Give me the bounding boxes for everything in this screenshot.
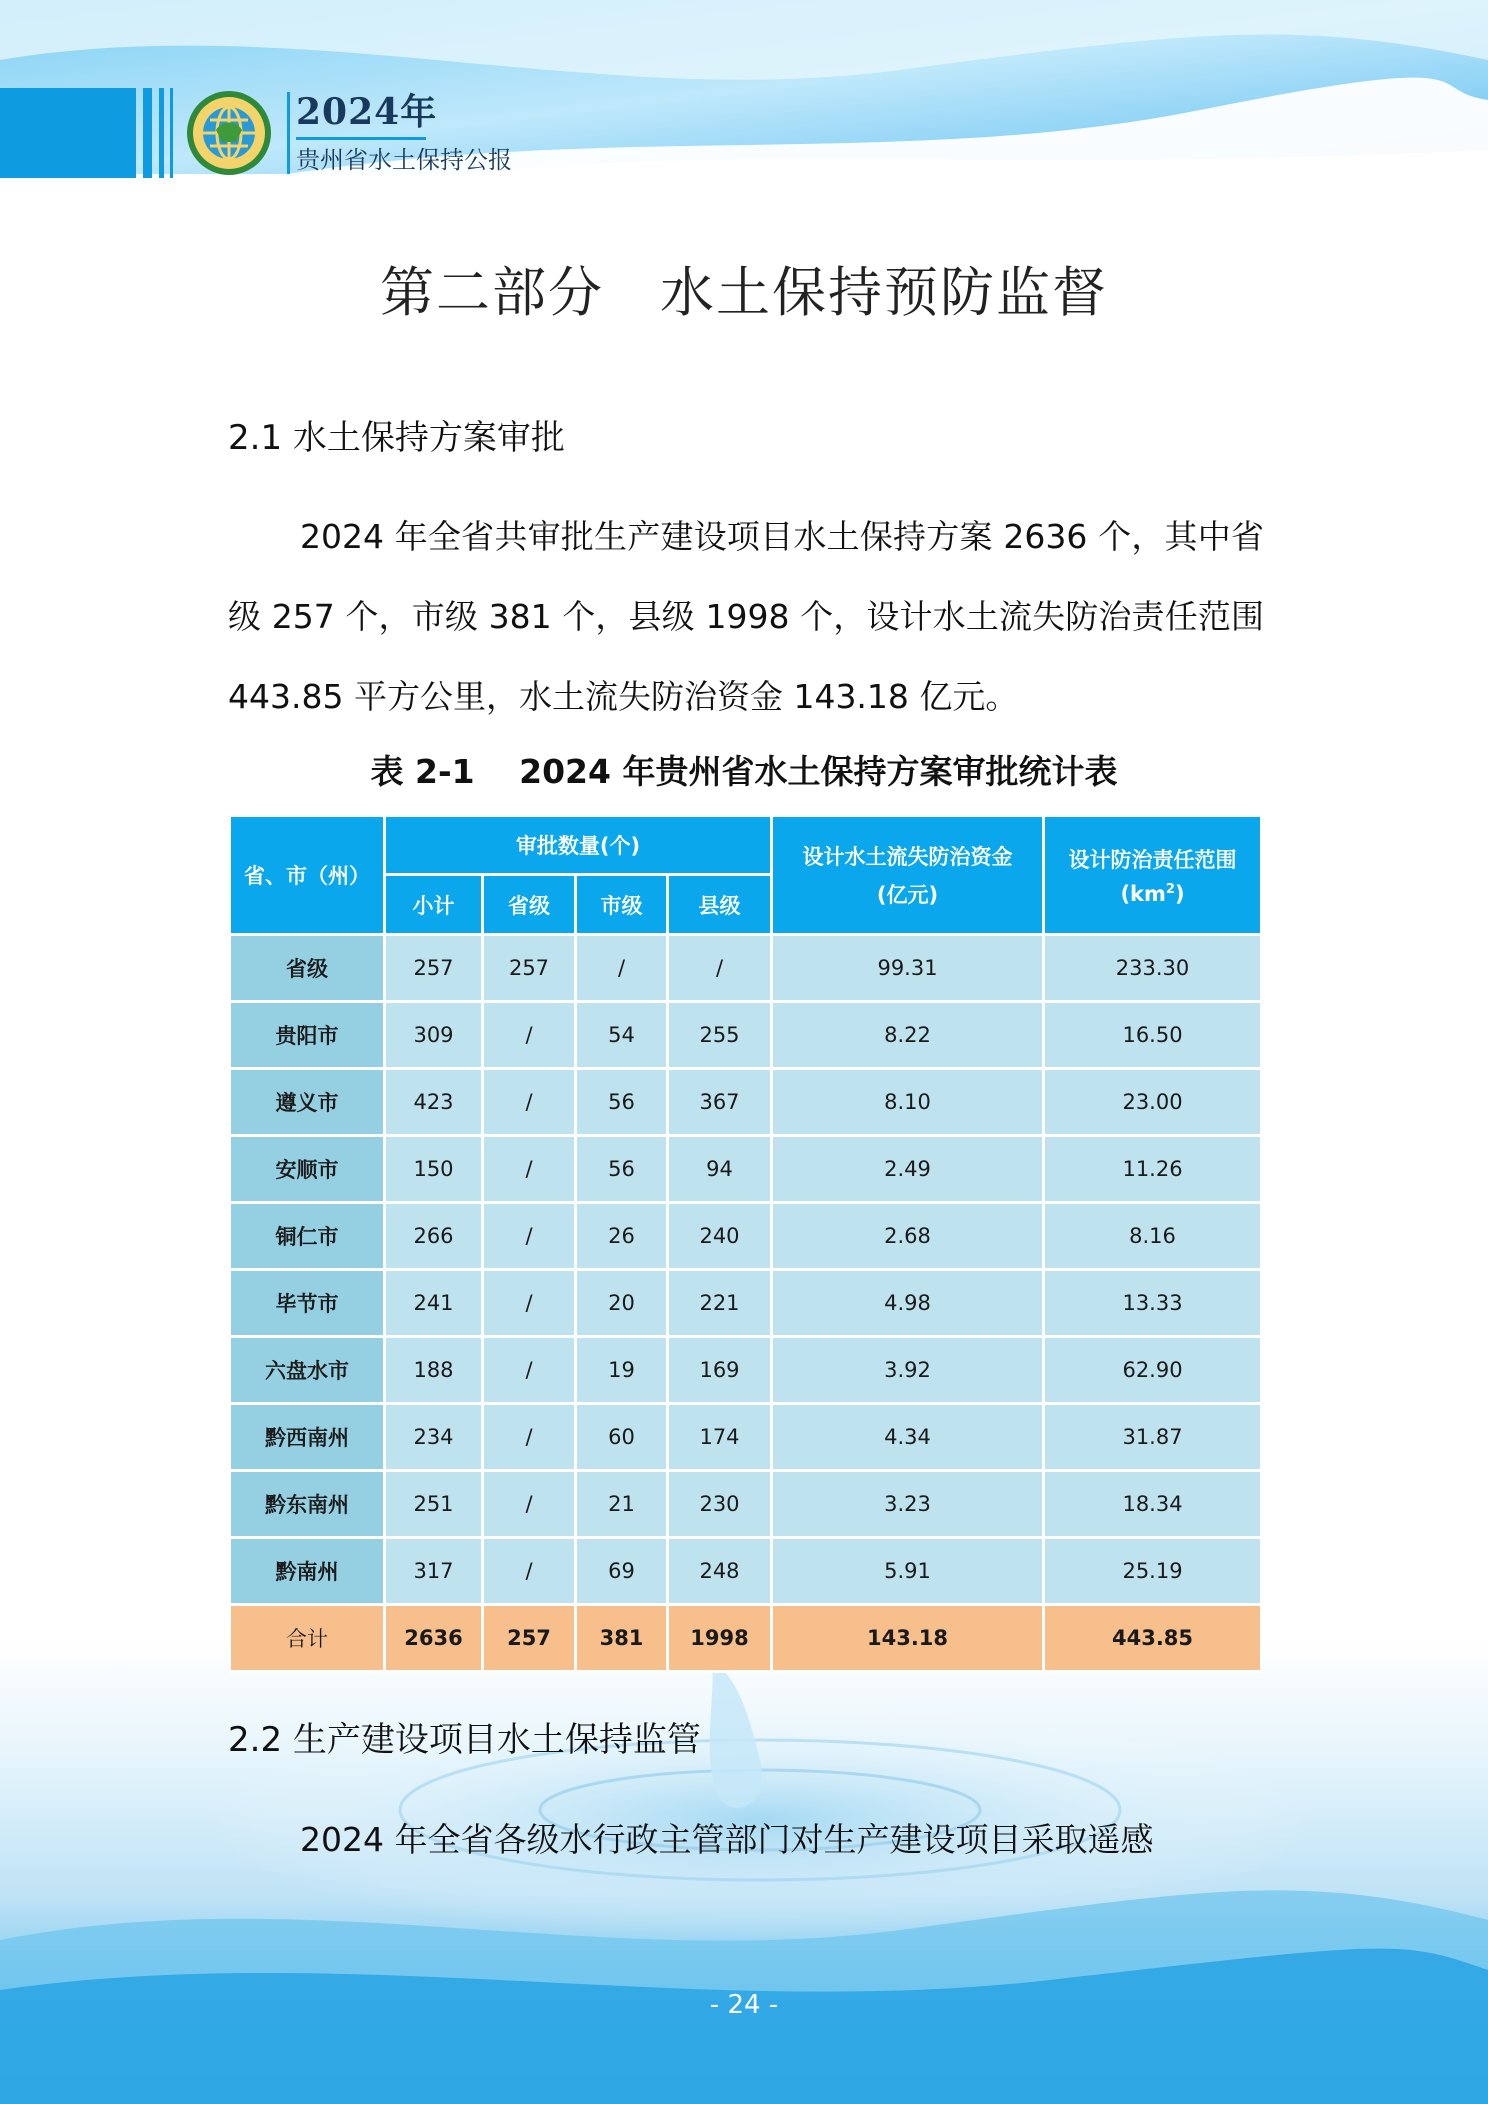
cell-funds: 2.49 <box>772 1136 1044 1203</box>
cell-scope: 13.33 <box>1044 1270 1262 1337</box>
cell-funds: 99.31 <box>772 935 1044 1002</box>
cell-subtotal: 150 <box>385 1136 483 1203</box>
cell-region: 六盘水市 <box>230 1337 385 1404</box>
cell-provincial: / <box>483 1404 576 1471</box>
cell-funds: 3.92 <box>772 1337 1044 1404</box>
bureau-emblem-logo <box>186 90 272 176</box>
cell-funds: 143.18 <box>772 1605 1044 1672</box>
cell-city: 56 <box>576 1136 668 1203</box>
cell-county: 367 <box>668 1069 772 1136</box>
section-2-1-paragraph: 2024 年全省共审批生产建设项目水土保持方案 2636 个，其中省级 257 个，市级 381 个，县级 1998 个，设计水土流失防治责任范围 443.85 平方公里，水土流失防治资金 143.18 亿元。 <box>228 517 1264 716</box>
col-header-funds <box>772 816 1044 935</box>
cell-funds: 3.23 <box>772 1471 1044 1538</box>
cell-scope: 233.30 <box>1044 935 1262 1002</box>
cell-county: 94 <box>668 1136 772 1203</box>
cell-region: 黔东南州 <box>230 1471 385 1538</box>
cell-region: 省级 <box>230 935 385 1002</box>
cell-provincial: / <box>483 1136 576 1203</box>
cell-scope: 18.34 <box>1044 1471 1262 1538</box>
cell-funds: 2.68 <box>772 1203 1044 1270</box>
table-row <box>230 1136 1262 1203</box>
cell-scope: 23.00 <box>1044 1069 1262 1136</box>
cell-city: 69 <box>576 1538 668 1605</box>
col-header-scope-line2 <box>1045 882 1260 906</box>
col-header-scope-close: ) <box>1174 882 1185 906</box>
table-row <box>230 1069 1262 1136</box>
cell-city: / <box>576 935 668 1002</box>
cell-subtotal: 234 <box>385 1404 483 1471</box>
cell-funds: 8.10 <box>772 1069 1044 1136</box>
col-header-scope-line1: 设计防治责任范围 <box>1068 848 1237 872</box>
cell-funds: 4.34 <box>772 1404 1044 1471</box>
cell-county: 248 <box>668 1538 772 1605</box>
col-header-region: 省、市（州） <box>230 816 385 935</box>
cell-city: 21 <box>576 1471 668 1538</box>
cell-funds: 5.91 <box>772 1538 1044 1605</box>
cell-county: 255 <box>668 1002 772 1069</box>
header-accent-bar <box>0 88 136 178</box>
cell-provincial: / <box>483 1538 576 1605</box>
col-header-funds-line1: 设计水土流失防治资金 <box>802 845 1013 869</box>
cell-provincial: / <box>483 1337 576 1404</box>
cell-city: 19 <box>576 1337 668 1404</box>
header-divider <box>287 92 290 174</box>
header-subtitle: 贵州省水土保持公报 <box>296 146 512 174</box>
table-row <box>230 1203 1262 1270</box>
cell-subtotal: 317 <box>385 1538 483 1605</box>
page-number: - 24 - <box>709 1990 779 2020</box>
cell-scope: 25.19 <box>1044 1538 1262 1605</box>
table-row <box>230 1270 1262 1337</box>
cell-scope: 8.16 <box>1044 1203 1262 1270</box>
cell-county: 169 <box>668 1337 772 1404</box>
cell-scope: 31.87 <box>1044 1404 1262 1471</box>
cell-region: 遵义市 <box>230 1069 385 1136</box>
cell-subtotal: 2636 <box>385 1605 483 1672</box>
cell-county: 221 <box>668 1270 772 1337</box>
cell-region: 铜仁市 <box>230 1203 385 1270</box>
cell-region: 合计 <box>230 1605 385 1672</box>
col-header-county: 县级 <box>668 875 772 935</box>
col-header-subtotal: 小计 <box>385 875 483 935</box>
cell-scope: 443.85 <box>1044 1605 1262 1672</box>
cell-provincial: / <box>483 1069 576 1136</box>
cell-city: 60 <box>576 1404 668 1471</box>
cell-subtotal: 188 <box>385 1337 483 1404</box>
cell-county: 230 <box>668 1471 772 1538</box>
header-underline <box>296 137 426 140</box>
cell-city: 54 <box>576 1002 668 1069</box>
cell-region: 毕节市 <box>230 1270 385 1337</box>
header-stripe <box>159 88 164 178</box>
table-row <box>230 1538 1262 1605</box>
section-heading-2-1: 2.1 水土保持方案审批 <box>228 418 565 458</box>
cell-subtotal: 241 <box>385 1270 483 1337</box>
cell-county: 240 <box>668 1203 772 1270</box>
header-stripe <box>143 88 152 178</box>
cell-subtotal: 309 <box>385 1002 483 1069</box>
cell-region: 黔西南州 <box>230 1404 385 1471</box>
cell-region: 贵阳市 <box>230 1002 385 1069</box>
table-row <box>230 1404 1262 1471</box>
cell-region: 安顺市 <box>230 1136 385 1203</box>
cell-subtotal: 251 <box>385 1471 483 1538</box>
cell-provincial: / <box>483 1270 576 1337</box>
cell-provincial: 257 <box>483 1605 576 1672</box>
table-row <box>230 1471 1262 1538</box>
header-stripe <box>170 88 173 178</box>
table-total-row <box>230 1605 1262 1672</box>
cell-county: 174 <box>668 1404 772 1471</box>
col-header-scope-sup: 2 <box>1165 882 1175 897</box>
col-header-funds-line2: (亿元) <box>876 883 939 907</box>
cell-provincial: / <box>483 1203 576 1270</box>
cell-scope: 11.26 <box>1044 1136 1262 1203</box>
part-title: 第二部分 水土保持预防监督 <box>380 261 1108 324</box>
cell-scope: 62.90 <box>1044 1337 1262 1404</box>
cell-subtotal: 423 <box>385 1069 483 1136</box>
cell-county: / <box>668 935 772 1002</box>
cell-subtotal: 266 <box>385 1203 483 1270</box>
cell-provincial: / <box>483 1471 576 1538</box>
table-row <box>230 1002 1262 1069</box>
col-header-provincial: 省级 <box>483 875 576 935</box>
section-heading-2-2: 2.2 生产建设项目水土保持监管 <box>228 1720 701 1760</box>
cell-region: 黔南州 <box>230 1538 385 1605</box>
col-header-scope-unit: (km <box>1120 882 1166 906</box>
section-2-2-paragraph: 2024 年全省各级水行政主管部门对生产建设项目采取遥感 <box>300 1820 1154 1859</box>
approval-statistics-table <box>228 814 1263 1673</box>
cell-funds: 8.22 <box>772 1002 1044 1069</box>
header-year: 2024年 <box>296 91 438 133</box>
col-header-city: 市级 <box>576 875 668 935</box>
cell-subtotal: 257 <box>385 935 483 1002</box>
cell-city: 20 <box>576 1270 668 1337</box>
table-row <box>230 935 1262 1002</box>
cell-city: 381 <box>576 1605 668 1672</box>
col-header-scope <box>1044 816 1262 935</box>
table-row <box>230 1337 1262 1404</box>
cell-city: 56 <box>576 1069 668 1136</box>
cell-county: 1998 <box>668 1605 772 1672</box>
cell-city: 26 <box>576 1203 668 1270</box>
cell-scope: 16.50 <box>1044 1002 1262 1069</box>
cell-provincial: / <box>483 1002 576 1069</box>
cell-funds: 4.98 <box>772 1270 1044 1337</box>
col-header-approvals: 审批数量(个) <box>385 816 772 875</box>
cell-provincial: 257 <box>483 935 576 1002</box>
table-caption: 表 2-1 2024 年贵州省水土保持方案审批统计表 <box>370 752 1118 791</box>
